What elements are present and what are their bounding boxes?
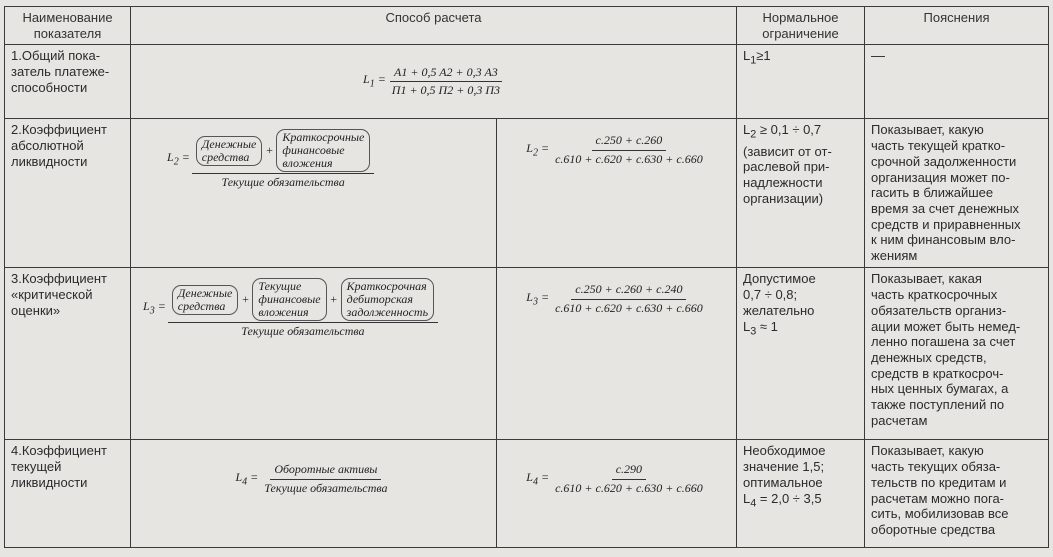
box-line: финансовые [258, 292, 321, 307]
table-row [5, 440, 1049, 548]
row1-norm [737, 45, 865, 119]
norm-sub: 2 [750, 129, 757, 141]
row3-formula-words-cell [131, 268, 497, 440]
norm-letter: L [743, 490, 751, 506]
row2-formula-words [137, 129, 490, 191]
fraction-numerator: Денежные средства+Краткосрочные финансовые вложения [192, 129, 375, 174]
formula-lhs: $L_3$ = [526, 289, 550, 307]
norm-relation: ≥1 [756, 48, 771, 64]
lhs-letter: L [363, 71, 370, 86]
norm-line: 0,7 ÷ 0,8; [743, 287, 798, 303]
fraction-numerator: Денежные средства+Текущие финансовые вложения+Краткосрочная дебиторская задолженность [168, 278, 438, 323]
fraction-denominator: Текущие обязательства [241, 324, 365, 339]
expl-line: к ним финансовым вло- [871, 232, 1016, 248]
fraction-denominator: Текущие обязательства [221, 175, 345, 190]
box-line: Денежные [177, 285, 233, 300]
row4-formula-words [137, 462, 490, 496]
row1-name-line: затель платеже- [11, 64, 110, 80]
norm-line: (зависит от от- [743, 143, 832, 159]
norm-sub: 4 [750, 497, 757, 510]
norm-line: Необходимое [743, 443, 826, 459]
row3-formula-lines [503, 282, 730, 316]
header-row [5, 7, 1049, 45]
norm-line: организации) [743, 190, 824, 206]
expl-line: расчетам [871, 412, 928, 428]
expl-line: средств в краткосроч- [871, 365, 1004, 381]
row4-norm [737, 440, 865, 548]
box-line: средства [201, 149, 250, 164]
fraction-numerator: Оборотные активы [270, 462, 381, 480]
expl-line: организация может по- [871, 169, 1010, 185]
expl-line: Показывает, какую [871, 122, 984, 138]
fraction-numerator: с.250 + с.260 + с.240 [571, 282, 686, 300]
table-row [5, 45, 1049, 119]
formula-lhs: $L_1$ = [363, 71, 386, 90]
expl-line: также поступлений по [871, 397, 1005, 413]
fraction [192, 129, 375, 191]
expl-line: время за счет денежных [871, 200, 1020, 216]
lhs-letter: L [526, 140, 533, 155]
lhs-sub: 4 [242, 475, 248, 487]
expl-line: ных ценных бумагах, а [871, 381, 1009, 397]
expl-line: ации может быть немед- [871, 318, 1021, 334]
term-box [172, 285, 239, 315]
box-line: дебиторская [346, 292, 413, 307]
row4-formula-words-cell [131, 440, 497, 548]
indicators-table [4, 6, 1049, 548]
box-line: вложения [258, 305, 309, 320]
row3-name-line: оценки» [11, 302, 61, 318]
expl-line: часть текущих обяза- [871, 459, 1001, 475]
fraction-numerator: с.290 [612, 462, 646, 480]
box-line: средства [177, 298, 226, 313]
row1-formula-cell [131, 45, 737, 119]
row3-expl [865, 268, 1049, 440]
lhs-letter: L [143, 299, 150, 314]
row4-name-line: ликвидности [11, 474, 88, 490]
expl-line: ленно погашена за счет [871, 334, 1016, 350]
expl-line: сить, мобилизовав все [871, 506, 1009, 522]
fraction [551, 133, 707, 167]
term-box [341, 278, 434, 321]
header-method [131, 7, 737, 45]
norm-line: желательно [743, 302, 815, 318]
row1-name [5, 45, 131, 119]
lhs-sub: 3 [149, 305, 155, 317]
header-expl-label: Пояснения [923, 10, 990, 25]
row4-expl [865, 440, 1049, 548]
expl-line: часть текущей кратко- [871, 138, 1006, 154]
header-name-line2: показателя [33, 25, 102, 41]
formula-lhs: $L_4$ = [235, 469, 259, 487]
row3-name-line: 3.Коэффициент [11, 271, 108, 287]
table-row [5, 268, 1049, 440]
lhs-letter: L [526, 289, 533, 304]
header-norm [737, 7, 865, 45]
expl-line: гасить в ближайшее [871, 185, 994, 201]
expl-line: денежных средств, [871, 349, 987, 365]
row1-expl [865, 45, 1049, 119]
row2-formula-lines [503, 133, 730, 167]
expl-dash: — [871, 47, 886, 64]
row2-formula-words-cell [131, 119, 497, 268]
row4-formula-lines-cell [497, 440, 737, 548]
expl-line: Показывает, какая [871, 271, 982, 287]
header-name-line1: Наименование [22, 10, 113, 25]
box-line: Краткосрочные [282, 130, 365, 145]
norm-letter: L [743, 122, 751, 138]
term-box [252, 278, 326, 321]
box-line: вложения [282, 156, 333, 171]
expl-line: жениям [871, 248, 918, 264]
expl-line: оборотные средства [871, 521, 996, 537]
lhs-sub: 1 [369, 78, 375, 90]
row4-formula-lines [503, 462, 730, 496]
lhs-sub: 2 [532, 146, 538, 158]
row2-name-line: абсолютной [11, 138, 84, 154]
fraction-denominator: с.610 + с.620 + с.630 + с.660 [555, 152, 703, 167]
row1-formula [137, 65, 730, 99]
fraction [260, 462, 391, 496]
lhs-letter: L [526, 469, 533, 484]
header-expl [865, 7, 1049, 45]
fraction-numerator: с.250 + с.260 [592, 133, 667, 151]
box-line: Денежные [201, 136, 257, 151]
row4-name-line: 4.Коэффициент [11, 443, 108, 459]
fraction [168, 278, 438, 340]
box-line: Краткосрочная [346, 279, 427, 294]
fraction-denominator: с.610 + с.620 + с.630 + с.660 [555, 301, 703, 316]
fraction [551, 462, 707, 496]
box-line: финансовые [282, 143, 345, 158]
row2-formula-lines-cell [497, 119, 737, 268]
row3-name-line: «критической [11, 287, 93, 303]
lhs-letter: L [235, 469, 243, 484]
fraction-denominator: Текущие обязательства [264, 481, 388, 496]
row3-name [5, 268, 131, 440]
expl-line: Показывает, какую [871, 443, 984, 459]
norm-line: раслевой при- [743, 159, 830, 175]
term-box [196, 136, 263, 166]
row1-name-line: способности [11, 79, 88, 95]
expl-line: средств и приравненных [871, 216, 1021, 232]
norm-line: значение 1,5; [743, 459, 825, 475]
norm-line: оптимальное [743, 474, 823, 490]
formula-lhs: $L_2$ = [167, 150, 190, 168]
box-line: Текущие [258, 279, 302, 294]
formula-lhs: $L_3$ = [143, 299, 166, 317]
expl-line: обязательств организ- [871, 302, 1007, 318]
norm-relation: = 2,0 ÷ 3,5 [756, 490, 822, 506]
header-norm-line1: Нормальное [762, 10, 839, 25]
norm-relation: ≈ 1 [756, 318, 778, 334]
row2-name-line: 2.Коэффициент [11, 122, 108, 138]
lhs-sub: 3 [532, 295, 538, 307]
box-line: задолженность [346, 305, 429, 320]
row4-name [5, 440, 131, 548]
term-box [276, 129, 370, 172]
norm-sub: 3 [750, 325, 757, 338]
norm-relation: ≥ 0,1 ÷ 0,7 [756, 122, 822, 138]
lhs-sub: 2 [173, 156, 179, 168]
row2-name-line: ликвидности [11, 153, 88, 169]
row3-formula-words [137, 278, 490, 340]
lhs-sub: 4 [532, 475, 538, 487]
expl-line: тельств по кредитам и [871, 474, 1007, 490]
norm-line: надлежности [743, 175, 823, 191]
row2-name [5, 119, 131, 268]
row3-formula-lines-cell [497, 268, 737, 440]
norm-letter: L [743, 48, 751, 64]
row2-expl [865, 119, 1049, 268]
fraction-numerator: A1 + 0,5 A2 + 0,3 A3 [390, 65, 502, 83]
fraction-denominator: с.610 + с.620 + с.630 + с.660 [555, 481, 703, 496]
header-method-label: Способ расчета [385, 10, 482, 25]
table-row [5, 119, 1049, 268]
fraction [388, 65, 504, 99]
expl-line: срочной задолженности [871, 153, 1017, 169]
header-norm-line2: ограничение [762, 25, 839, 41]
lhs-letter: L [167, 150, 174, 165]
norm-line: Допустимое [743, 271, 816, 287]
row1-name-line: 1.Общий пока- [11, 48, 101, 64]
norm-sub: 1 [750, 55, 757, 67]
expl-line: расчетам можно пога- [871, 490, 1005, 506]
row3-norm [737, 268, 865, 440]
formula-lhs: $L_2$ = [526, 140, 550, 158]
row2-norm [737, 119, 865, 268]
formula-lhs: $L_4$ = [526, 469, 550, 487]
expl-line: часть краткосрочных [871, 287, 998, 303]
header-name [5, 7, 131, 45]
fraction-denominator: П1 + 0,5 П2 + 0,3 П3 [391, 83, 500, 98]
fraction [551, 282, 707, 316]
row4-name-line: текущей [11, 459, 62, 475]
norm-letter: L [743, 318, 751, 334]
